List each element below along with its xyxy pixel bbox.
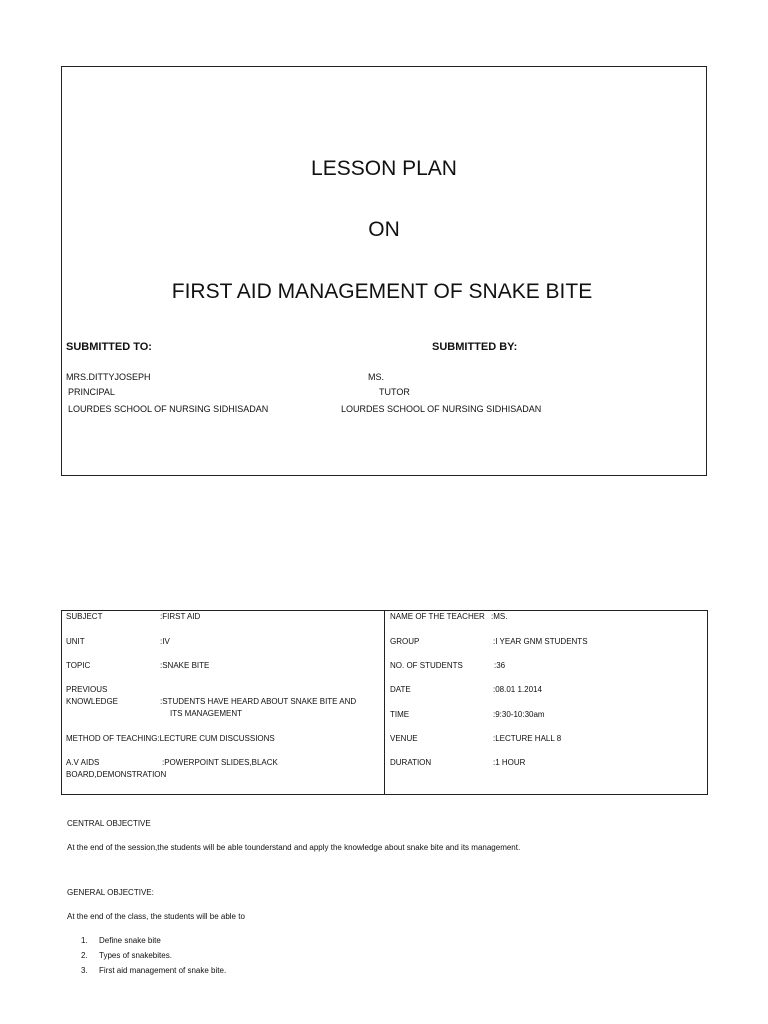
time-label: TIME <box>390 710 410 719</box>
lesson-info-table <box>61 610 708 795</box>
submitted-by-label: SUBMITTED BY: <box>432 341 518 353</box>
subject-label: SUBJECT <box>66 612 103 621</box>
time-value: :9:30-10:30am <box>493 710 545 719</box>
duration-value: :1 HOUR <box>493 758 526 767</box>
submitted-to-role: PRINCIPAL <box>68 387 115 397</box>
method-of-teaching: METHOD OF TEACHING:LECTURE CUM DISCUSSIONS <box>66 734 275 743</box>
teacher-label: NAME OF THE TEACHER <box>390 612 485 621</box>
topic-value: :SNAKE BITE <box>160 661 210 670</box>
list-number: 3. <box>81 966 88 975</box>
submitted-to-name: MRS.DITTYJOSEPH <box>66 372 151 382</box>
venue-label: VENUE <box>390 734 418 743</box>
duration-label: DURATION <box>390 758 432 767</box>
central-objective-text: At the end of the session,the students will be able tounderstand and apply the knowledge about snake bite and its management. <box>67 843 521 852</box>
previous-knowledge-value-2: ITS MANAGEMENT <box>170 709 243 718</box>
topic-label: TOPIC <box>66 661 91 670</box>
submitted-by-role: TUTOR <box>379 387 410 397</box>
subject-value: :FIRST AID <box>160 612 201 621</box>
list-number: 2. <box>81 951 88 960</box>
general-objective-intro: At the end of the class, the students will be able to <box>67 912 245 921</box>
title-on: ON <box>368 218 400 241</box>
submitted-to-label: SUBMITTED TO: <box>66 341 152 353</box>
previous-knowledge-value-1: :STUDENTS HAVE HEARD ABOUT SNAKE BITE AND <box>160 697 357 706</box>
title-topic: FIRST AID MANAGEMENT OF SNAKE BITE <box>171 280 593 303</box>
submitted-by-name: MS. <box>368 372 385 382</box>
group-value: :I YEAR GNM STUDENTS <box>493 637 588 646</box>
submitted-by-school: LOURDES SCHOOL OF NURSING SIDHISADAN <box>341 404 542 414</box>
title-box <box>61 66 707 476</box>
av-aids-label: A.V AIDS <box>66 758 100 767</box>
unit-label: UNIT <box>66 637 85 646</box>
list-item <box>67 948 226 963</box>
venue-value: :LECTURE HALL 8 <box>493 734 562 743</box>
students-label: NO. OF STUDENTS <box>390 661 463 670</box>
teacher-value: :MS. <box>491 612 508 621</box>
submitted-to-school: LOURDES SCHOOL OF NURSING SIDHISADAN <box>68 404 269 414</box>
list-item <box>67 933 226 948</box>
list-text: Define snake bite <box>99 936 161 945</box>
date-label: DATE <box>390 685 411 694</box>
previous-knowledge-label-2: KNOWLEDGE <box>66 697 119 706</box>
av-aids-value: :POWERPOINT SLIDES,BLACK <box>162 758 278 767</box>
list-number: 1. <box>81 936 88 945</box>
group-label: GROUP <box>390 637 420 646</box>
list-item <box>67 963 226 978</box>
av-aids-value-2: BOARD,DEMONSTRATION <box>66 770 167 779</box>
date-value: :08.01 1.2014 <box>493 685 542 694</box>
list-text: Types of snakebites. <box>99 951 172 960</box>
general-objective-heading: GENERAL OBJECTIVE: <box>67 888 154 897</box>
unit-value: :IV <box>160 637 170 646</box>
title-lesson-plan: LESSON PLAN <box>311 157 457 180</box>
previous-knowledge-label-1: PREVIOUS <box>66 685 108 694</box>
table-divider <box>384 611 385 794</box>
objective-list <box>67 933 226 978</box>
list-text: First aid management of snake bite. <box>99 966 227 975</box>
central-objective-heading: CENTRAL OBJECTIVE <box>67 819 151 828</box>
students-value: :36 <box>494 661 506 670</box>
